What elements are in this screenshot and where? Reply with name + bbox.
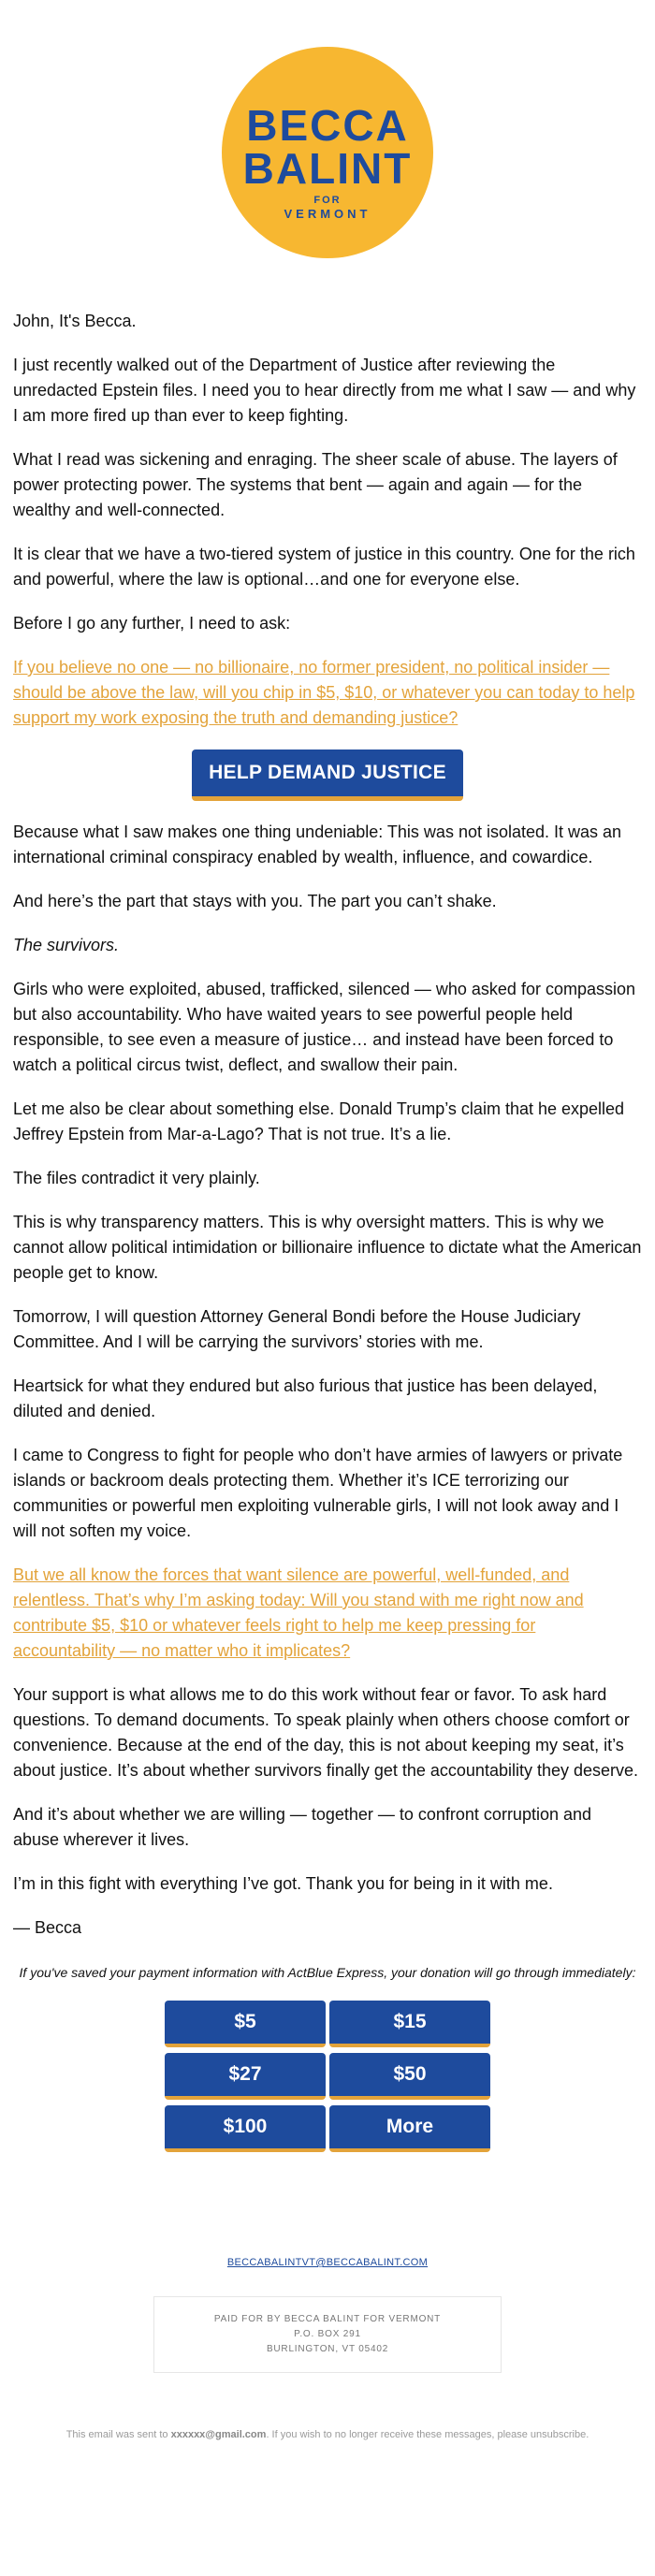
donate-link-2[interactable]: But we all know the forces that want silence are powerful, well-funded, and relentless. That’s why I’m asking today: Will you stand with me right now and contribute $5, $10 or whatever feels right to help me keep pressing for accountability — no matter who it implicates? — [13, 1565, 584, 1660]
paid-for-box — [153, 2296, 502, 2373]
paragraph-5: Because what I saw makes one thing undeniable: This was not isolated. It was an international criminal conspiracy enabled by wealth, influence, and cowardice. — [13, 822, 622, 866]
city-line: BURLINGTON, VT 05402 — [266, 2344, 389, 2354]
paragraph-11: This is why transparency matters. This is why oversight matters. This is why we cannot allow political intimidation or billionaire influence to dictate what the American people get to know. — [13, 1213, 642, 1282]
sent-email: xxxxxx@gmail.com — [170, 2429, 267, 2440]
donate-50-button[interactable]: $50 — [329, 2053, 490, 2100]
actblue-note: If you've saved your payment information with ActBlue Express, your donation will go through immediately: — [19, 1965, 636, 1980]
footer-sent-notice — [0, 2429, 655, 2440]
po-box-line: P.O. BOX 291 — [294, 2329, 361, 2339]
sent-prefix: This email was sent to — [66, 2429, 168, 2440]
header-logo-area — [0, 0, 655, 309]
logo-line3: FOR — [313, 195, 342, 206]
paragraph-9: Let me also be clear about something else. Donald Trump’s claim that he expelled Jeffrey Epstein from Mar-a-Lago? That is not true. It’s a lie. — [13, 1099, 625, 1143]
paragraph-4: Before I go any further, I need to ask: — [13, 614, 291, 633]
paragraph-15: Your support is what allows me to do this work without fear or favor. To ask hard questions. To demand documents. To speak plainly when others choose comfort or convenience. Because at the end of the day, this is not about keeping my seat, it’s about justice. It’s about whether survivors finally get the accountability they deserve. — [13, 1685, 639, 1780]
logo-line2: BALINT — [242, 144, 413, 193]
donate-15-button[interactable]: $15 — [329, 2001, 490, 2047]
paragraph-2: What I read was sickening and enraging. The sheer scale of abuse. The layers of power protecting power. The systems that bent — again and again — for the wealthy and well-connected. — [13, 450, 618, 519]
cta-container — [13, 750, 642, 801]
donate-more-button[interactable]: More — [329, 2105, 490, 2152]
donate-27-button[interactable]: $27 — [165, 2053, 326, 2100]
sent-suffix: . If you wish to no longer receive these messages, please unsubscribe. — [266, 2429, 590, 2440]
paragraph-14: I came to Congress to fight for people who don’t have armies of lawyers or private islands or backroom deals protecting them. Whether it’s ICE terrorizing our communities or powerful men exploiting vulnerable girls, I will not look away and I will not soften my voice. — [13, 1446, 623, 1540]
logo-line4: VERMONT — [284, 207, 371, 221]
donation-amount-grid — [165, 2001, 490, 2152]
email-body — [0, 309, 655, 1941]
help-demand-justice-button[interactable]: HELP DEMAND JUSTICE — [192, 750, 463, 801]
paragraph-1: I just recently walked out of the Department of Justice after reviewing the unredacted Epstein files. I need you to hear directly from me what I saw — and why I am more fired up than ever to keep fighting. — [13, 356, 636, 425]
paragraph-10: The files contradict it very plainly. — [13, 1169, 260, 1187]
logo-line1: BECCA — [246, 101, 409, 150]
donate-link-1[interactable]: If you believe no one — no billionaire, no former president, no political insider — should be above the law, will you chip in $5, $10, or whatever you can today to help support my work exposing the truth and demanding justice? — [13, 658, 635, 727]
paragraph-7: The survivors. — [13, 936, 120, 954]
campaign-email-link[interactable]: BECCABALINTVT@BECCABALINT.COM — [226, 2257, 429, 2268]
paragraph-6: And here’s the part that stays with you. The part you can’t shake. — [13, 892, 497, 910]
donate-100-button[interactable]: $100 — [165, 2105, 326, 2152]
paragraph-8: Girls who were exploited, abused, trafficked, silenced — who asked for compassion but also accountability. Who have waited years to see powerful people held responsible, to see even a measure of justice… and instead have been forced to watch a political circus twist, deflect, and swallow their pain. — [13, 980, 635, 1074]
signoff: — Becca — [13, 1918, 82, 1937]
paragraph-3: It is clear that we have a two-tiered system of justice in this country. One for the rich and powerful, where the law is optional…and one for everyone else. — [13, 545, 635, 589]
paragraph-12: Tomorrow, I will question Attorney General Bondi before the House Judiciary Committee. And I will be carrying the survivors’ stories with me. — [13, 1307, 581, 1351]
donate-5-button[interactable]: $5 — [165, 2001, 326, 2047]
campaign-logo — [222, 47, 433, 258]
paragraph-13: Heartsick for what they endured but also furious that justice has been delayed, diluted and denied. — [13, 1376, 598, 1420]
paragraph-16: And it’s about whether we are willing — together — to confront corruption and abuse wherever it lives. — [13, 1805, 592, 1849]
paid-for-line: PAID FOR BY BECCA BALINT FOR VERMONT — [213, 2314, 442, 2324]
paragraph-17: I’m in this fight with everything I’ve got. Thank you for being in it with me. — [13, 1874, 553, 1893]
greeting: John, It's Becca. — [13, 312, 137, 330]
